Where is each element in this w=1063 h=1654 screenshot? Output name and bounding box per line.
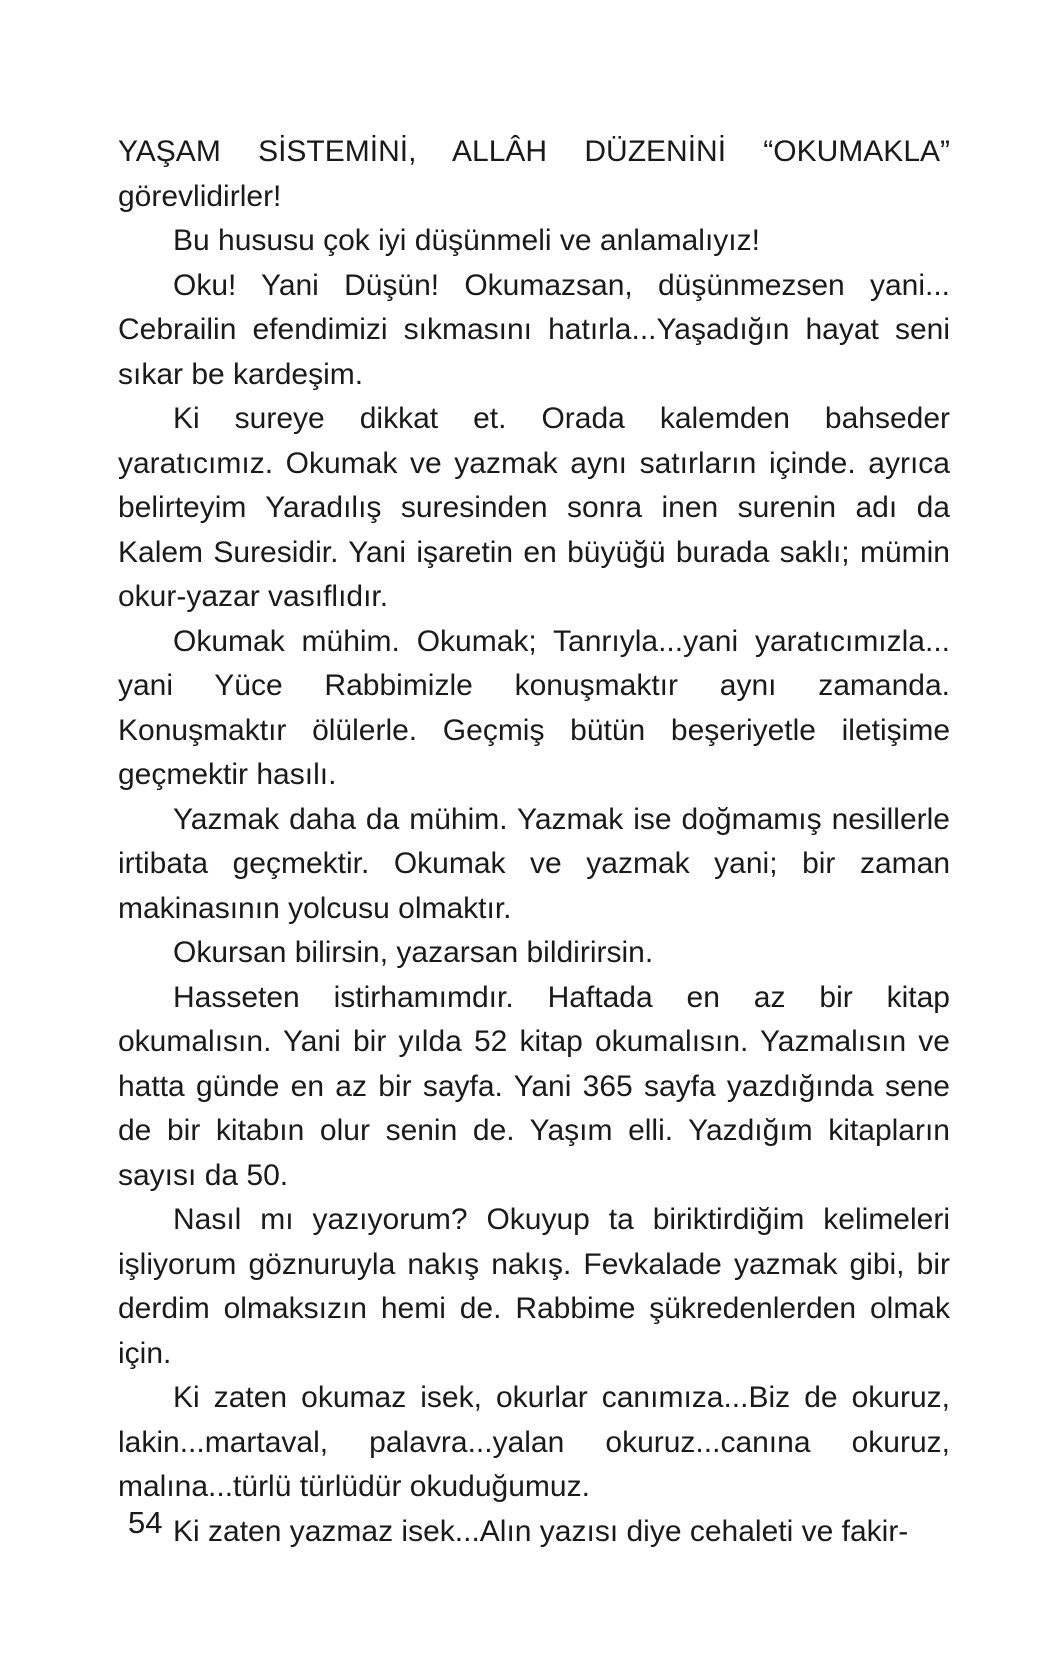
page-number: 54 xyxy=(128,1505,163,1540)
paragraph: Hasseten istirhamımdır. Haftada en az bir kitap okumalısın. Yani bir yılda 52 kitap okumalısın. Yazmalısın ve hatta günde en az bir sayfa. Yani 365 sayfa yazdığında sene de bir kitabın olur senin de. Yaşım elli. Yazdığım kitapların sayısı da 50. xyxy=(118,980,950,1192)
paragraph: Ki sureye dikkat et. Orada kalemden bahseder yaratıcımız. Okumak ve yazmak aynı satırların içinde. ayrıca belirteyim Yaradılış suresinden sonra inen surenin adı da Kalem Suresidir. Yani işaretin en büyüğü burada saklı; mümin okur-yazar vasıflıdır. xyxy=(118,402,950,613)
paragraph: YAŞAM SİSTEMİNİ, ALLÂH DÜZENİNİ “OKUMAKLA” görevlidirler! xyxy=(118,135,950,213)
paragraph: Oku! Yani Düşün! Okumazsan, düşünmezsen yani... Cebrailin efendimizi sıkmasını hatırla...Yaşadığın hayat seni sıkar be kardeşim. xyxy=(118,268,950,391)
paragraph: Nasıl mı yazıyorum? Okuyup ta biriktirdiğim kelimeleri işliyorum göznuruyla nakış nakış. Fevkalade yazmak gibi, bir derdim olmaksızın hemi de. Rabbime şükredenlerden olmak için. xyxy=(118,1203,950,1370)
paragraph: Bu hususu çok iyi düşünmeli ve anlamalıyız! xyxy=(173,224,760,257)
paragraph: Yazmak daha da mühim. Yazmak ise doğmamış nesillerle irtibata geçmektir. Okumak ve yazmak yani; bir zaman makinasının yolcusu olmaktır. xyxy=(118,802,950,925)
paragraph: Okursan bilirsin, yazarsan bildirirsin. xyxy=(173,936,654,969)
body-text xyxy=(118,130,950,1554)
paragraph: Okumak mühim. Okumak; Tanrıyla...yani yaratıcımızla... yani Yüce Rabbimizle konuşmaktır aynı zamanda. Konuşmaktır ölülerle. Geçmiş bütün beşeriyetle iletişime geçmektir hasılı. xyxy=(118,624,950,791)
paragraph: Ki zaten yazmaz isek...Alın yazısı diye cehaleti ve fakir- xyxy=(173,1514,909,1548)
paragraph: Ki zaten okumaz isek, okurlar canımıza...Biz de okuruz, lakin...martaval, palavra...yalan okuruz...canına okuruz, malına...türlü türlüdür okuduğumuz. xyxy=(118,1381,950,1503)
